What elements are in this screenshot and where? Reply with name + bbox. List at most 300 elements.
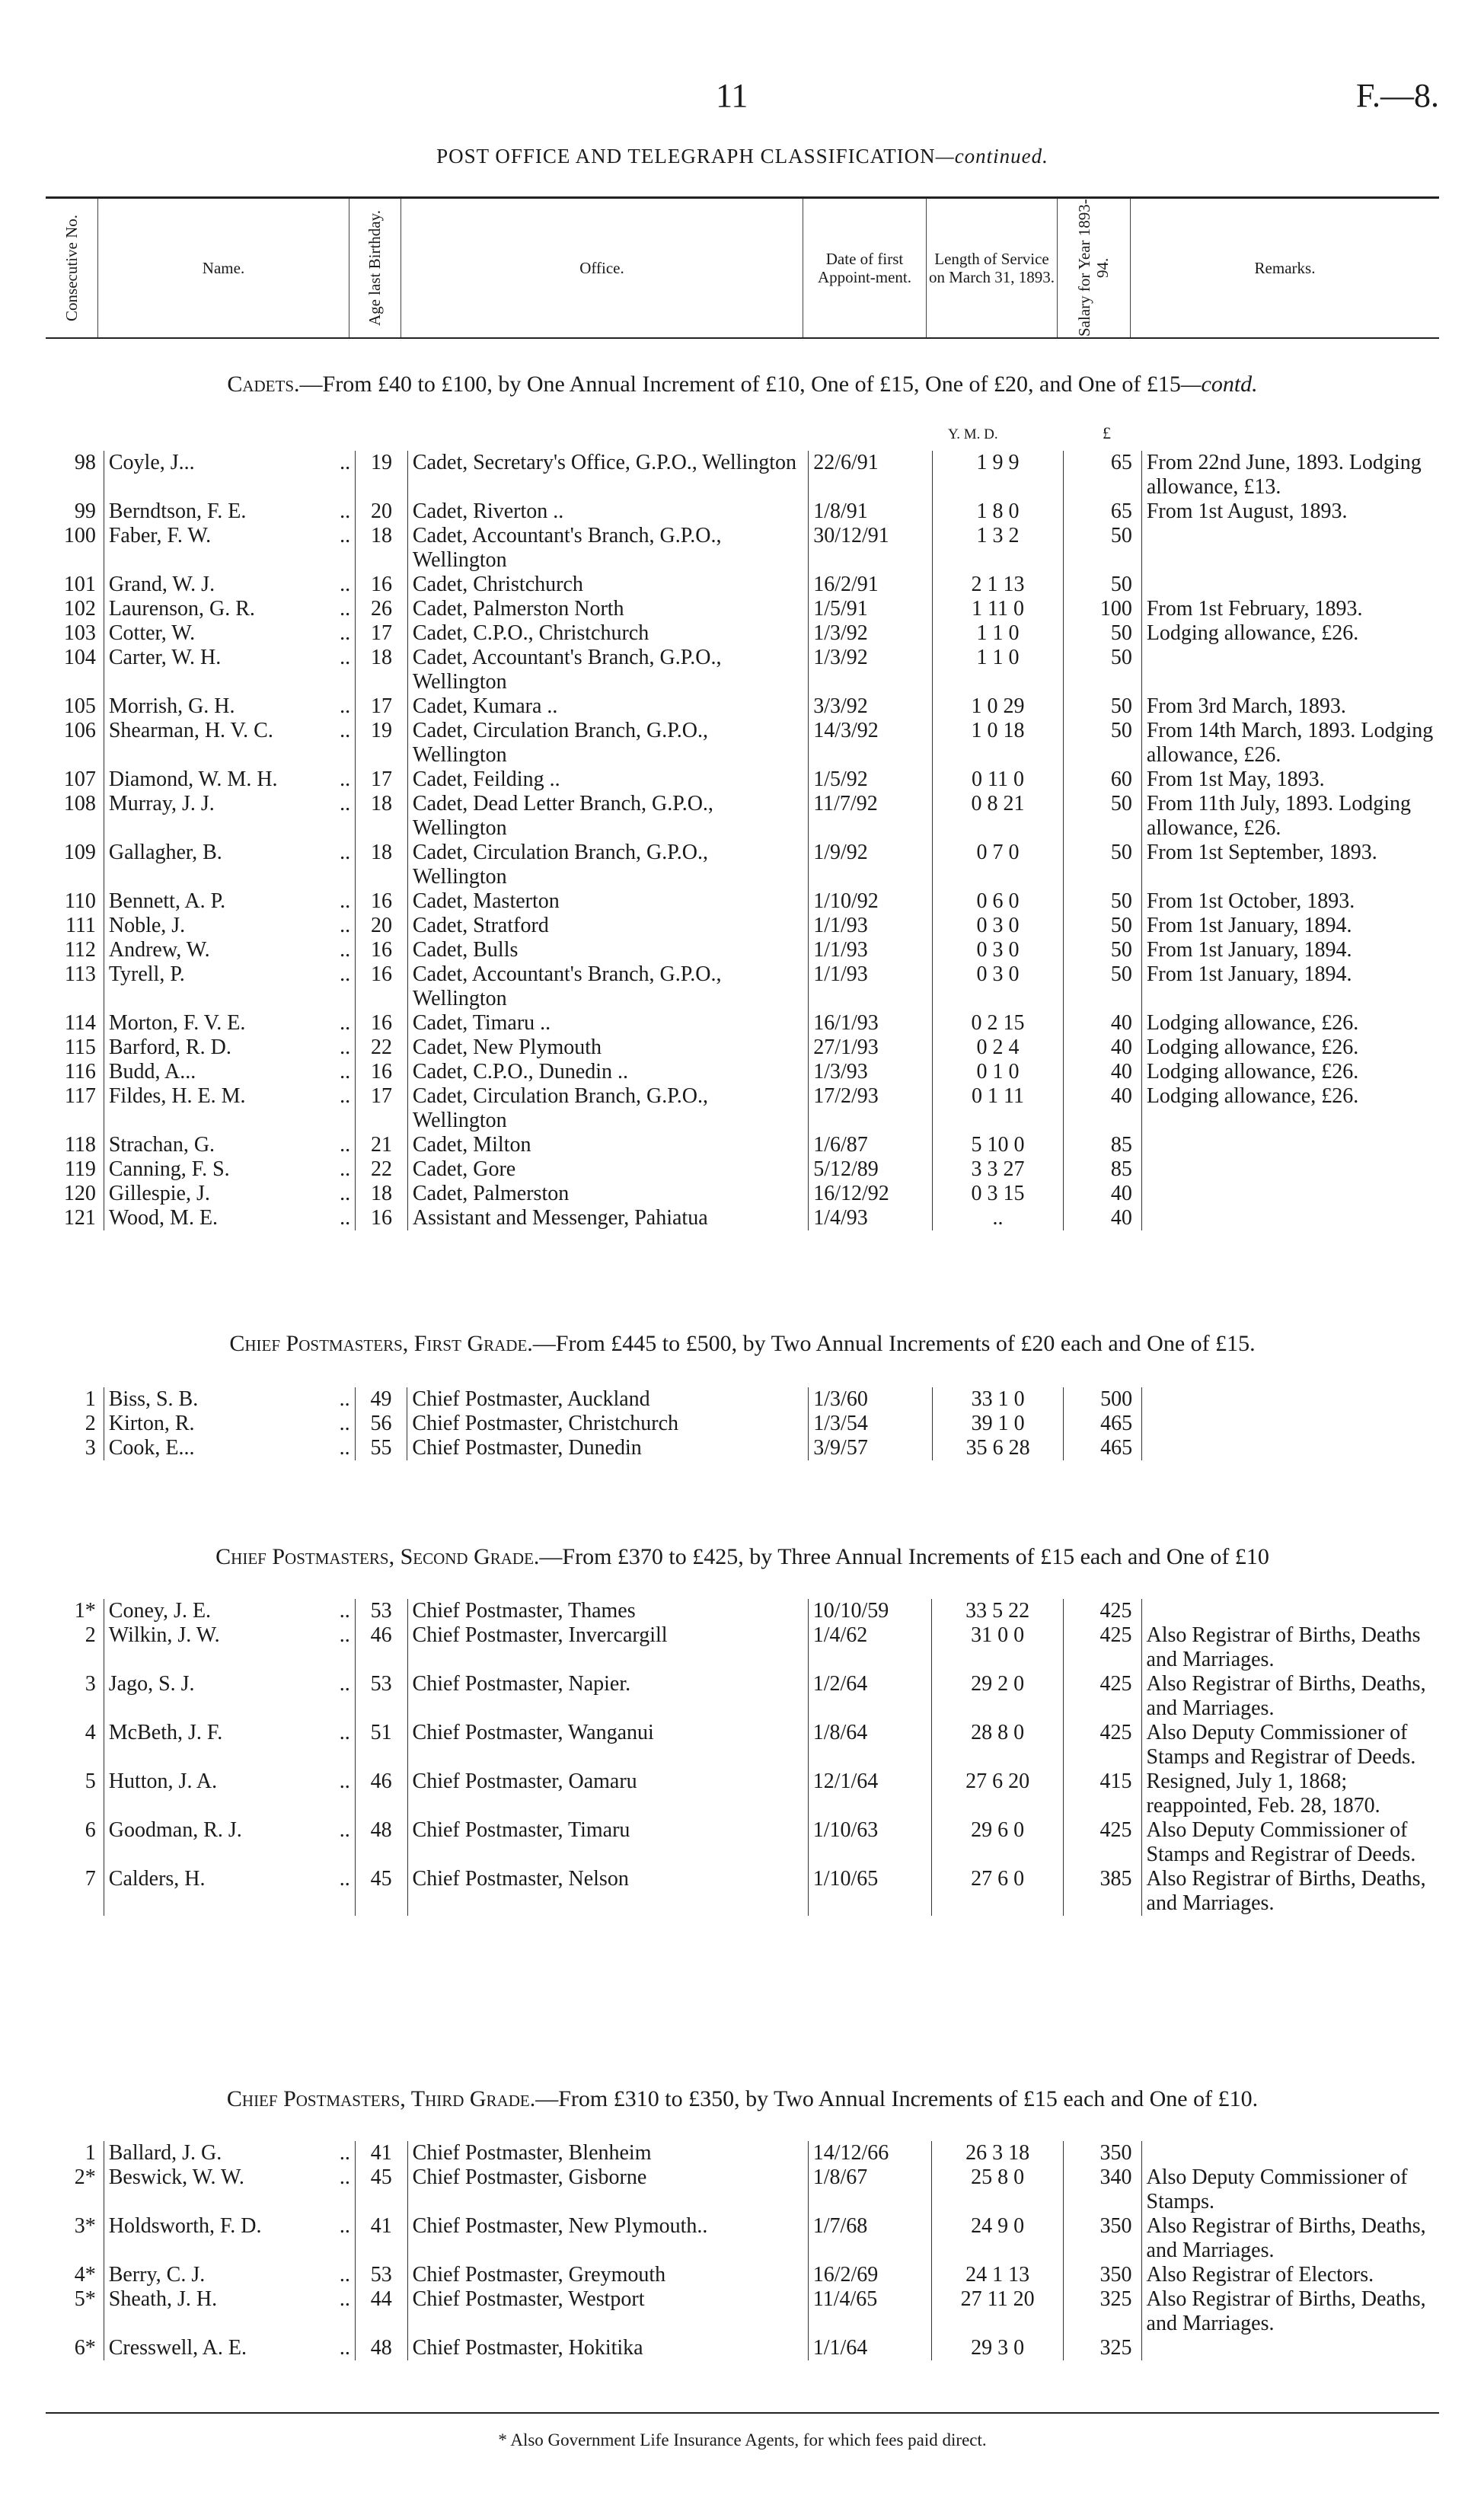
row-salary: 50: [1064, 938, 1142, 962]
row-length-of-service: 0 11 0: [932, 768, 1063, 792]
row-remarks: Also Registrar of Births, Deaths and Marriages.: [1141, 1623, 1439, 1672]
row-remarks: Also Registrar of Births, Deaths, and Marriages.: [1141, 2214, 1439, 2263]
section-title-second-grade: Chief Postmasters, Second Grade.—From £370 to £425, by Three Annual Increments of £15 each and One of £10: [215, 1544, 1269, 1569]
table-row: [46, 1623, 1439, 1672]
row-number: 109: [63, 841, 96, 864]
row-salary: 350: [1063, 2141, 1141, 2165]
row-remarks: From 3rd March, 1893.: [1141, 694, 1439, 719]
row-name: Coney, J. E. ..: [104, 1599, 355, 1623]
row-age: 19: [356, 719, 408, 768]
row-age: 20: [356, 914, 408, 938]
row-number: 104: [63, 646, 96, 669]
row-name: Coyle, J... ..: [104, 451, 355, 499]
row-salary: 50: [1064, 524, 1142, 573]
table-third-grade: [46, 2141, 1439, 2360]
row-name: Laurenson, G. R. ..: [104, 597, 355, 621]
row-salary: 50: [1064, 646, 1142, 694]
row-name: Cook, E... ..: [104, 1436, 355, 1460]
row-remarks: [1141, 1133, 1439, 1157]
table-row: [46, 938, 1439, 962]
row-date: 1/10/92: [809, 889, 933, 914]
row-date: 1/1/93: [809, 914, 933, 938]
row-number: 1*: [74, 1599, 96, 1623]
row-length-of-service: 33 1 0: [932, 1387, 1064, 1412]
row-age: 16: [356, 573, 408, 597]
row-office: Cadet, Stratford: [407, 914, 808, 938]
row-salary: 40: [1064, 1084, 1142, 1133]
row-age: 55: [355, 1436, 407, 1460]
row-number: 115: [64, 1036, 96, 1059]
row-salary: 340: [1063, 2165, 1141, 2214]
row-office: Cadet, C.P.O., Christchurch: [407, 621, 808, 646]
row-office: Cadet, Gore: [407, 1157, 808, 1182]
document-code: F.—8.: [1356, 77, 1439, 114]
row-office: Cadet, Accountant's Branch, G.P.O., Wellington: [407, 962, 808, 1011]
row-age: 48: [355, 2336, 407, 2360]
row-number: 3*: [74, 2214, 96, 2238]
row-name: Canning, F. S. ..: [104, 1157, 355, 1182]
row-length-of-service: 0 8 21: [932, 792, 1063, 841]
row-name: Calders, H. ..: [104, 1867, 355, 1916]
row-office: Cadet, Secretary's Office, G.P.O., Wellington: [407, 451, 808, 499]
row-office: Cadet, Timaru ..: [407, 1011, 808, 1036]
row-remarks: From 11th July, 1893. Lodging allowance, £26.: [1141, 792, 1439, 841]
row-office: Chief Postmaster, Blenheim: [407, 2141, 808, 2165]
row-name: Shearman, H. V. C. ..: [104, 719, 355, 768]
row-date: 11/7/92: [809, 792, 933, 841]
column-headers: [46, 196, 1439, 339]
row-office: Cadet, Riverton ..: [407, 499, 808, 524]
row-remarks: From 1st January, 1894.: [1141, 938, 1439, 962]
row-remarks: Also Deputy Commissioner of Stamps.: [1141, 2165, 1439, 2214]
row-remarks: From 1st August, 1893.: [1141, 499, 1439, 524]
table-row: [46, 792, 1439, 841]
header-remarks: Remarks.: [1130, 199, 1439, 337]
table-row: [46, 719, 1439, 768]
row-salary: 385: [1063, 1867, 1141, 1916]
header-name: Name.: [97, 199, 349, 337]
row-remarks: From 14th March, 1893. Lodging allowance, £26.: [1141, 719, 1439, 768]
row-number: 118: [64, 1133, 96, 1157]
row-length-of-service: 31 0 0: [932, 1623, 1063, 1672]
row-date: 27/1/93: [809, 1036, 933, 1060]
row-length-of-service: 0 3 15: [932, 1182, 1063, 1206]
table-row: [46, 646, 1439, 694]
row-name: Berndtson, F. E. ..: [104, 499, 355, 524]
table-row: [46, 1599, 1439, 1623]
row-date: 1/3/93: [809, 1060, 933, 1084]
row-remarks: From 1st January, 1894.: [1141, 914, 1439, 938]
row-date: 1/3/92: [809, 646, 933, 694]
row-name: Beswick, W. W. ..: [104, 2165, 355, 2214]
header-consecutive-no: Consecutive No.: [62, 215, 81, 321]
row-number: 111: [65, 914, 96, 937]
row-date: 22/6/91: [809, 451, 933, 499]
row-age: 56: [355, 1412, 407, 1436]
row-number: 99: [74, 499, 96, 523]
row-office: Cadet, Palmerston North: [407, 597, 808, 621]
row-salary: 85: [1064, 1157, 1142, 1182]
row-date: 1/7/68: [808, 2214, 932, 2263]
table-row: [46, 2214, 1439, 2263]
row-office: Cadet, Christchurch: [407, 573, 808, 597]
row-name: Strachan, G. ..: [104, 1133, 355, 1157]
row-number: 114: [64, 1011, 96, 1035]
row-length-of-service: 1 9 9: [932, 451, 1063, 499]
row-remarks: [1141, 646, 1439, 694]
row-age: 17: [356, 1084, 408, 1133]
row-age: 16: [356, 1206, 408, 1230]
row-number: 4*: [74, 2263, 96, 2287]
row-name: Gallagher, B. ..: [104, 841, 355, 889]
row-office: Chief Postmaster, Dunedin: [407, 1436, 809, 1460]
row-number: 120: [63, 1182, 96, 1205]
row-salary: 40: [1064, 1182, 1142, 1206]
row-salary: 50: [1064, 962, 1142, 1011]
row-number: 112: [64, 938, 96, 962]
row-number: 2*: [74, 2165, 96, 2189]
row-name: Carter, W. H. ..: [104, 646, 355, 694]
row-number: 105: [63, 694, 96, 718]
row-number: 3: [85, 1672, 96, 1696]
footnote: * Also Government Life Insurance Agents, for which fees paid direct.: [498, 2430, 987, 2449]
row-office: Cadet, Dead Letter Branch, G.P.O., Wellington: [407, 792, 808, 841]
row-length-of-service: 27 11 20: [932, 2287, 1064, 2336]
row-salary: 65: [1064, 499, 1142, 524]
row-name: Morton, F. V. E. ..: [104, 1011, 355, 1036]
table-row: [46, 2165, 1439, 2214]
row-name: Wilkin, J. W. ..: [104, 1623, 355, 1672]
row-number: 117: [64, 1084, 96, 1108]
title-suffix: —continued.: [935, 145, 1048, 168]
row-length-of-service: 1 1 0: [932, 646, 1063, 694]
row-office: Cadet, Circulation Branch, G.P.O., Wellington: [407, 719, 808, 768]
row-salary: 325: [1063, 2336, 1141, 2360]
row-remarks: From 1st January, 1894.: [1141, 962, 1439, 1011]
table-row: [46, 1206, 1439, 1230]
row-number: 7: [85, 1867, 96, 1891]
header-age: Age last Birthday.: [349, 199, 401, 337]
title-main: POST OFFICE AND TELEGRAPH CLASSIFICATION: [436, 145, 936, 168]
row-length-of-service: 39 1 0: [932, 1412, 1064, 1436]
row-remarks: Also Registrar of Births, Deaths, and Marriages.: [1141, 1672, 1439, 1721]
row-length-of-service: 1 8 0: [932, 499, 1063, 524]
table-row: [46, 1721, 1439, 1770]
row-age: 51: [355, 1721, 407, 1770]
row-salary: 50: [1064, 573, 1142, 597]
row-length-of-service: 0 3 0: [932, 938, 1063, 962]
row-name: Noble, J. ..: [104, 914, 355, 938]
row-office: Chief Postmaster, Oamaru: [407, 1770, 808, 1818]
row-length-of-service: 28 8 0: [932, 1721, 1063, 1770]
row-date: 1/5/92: [809, 768, 933, 792]
header-length: Length of Service on March 31, 1893.: [926, 199, 1057, 337]
ymd-label: Y. M. D.: [948, 426, 998, 442]
row-office: Assistant and Messenger, Pahiatua: [407, 1206, 808, 1230]
row-number: 103: [63, 621, 96, 645]
row-name: Andrew, W. ..: [104, 938, 355, 962]
row-office: Cadet, Milton: [407, 1133, 808, 1157]
row-age: 26: [356, 597, 408, 621]
row-salary: 40: [1064, 1036, 1142, 1060]
row-age: 22: [356, 1036, 408, 1060]
row-number: 3: [85, 1436, 96, 1460]
row-date: 30/12/91: [809, 524, 933, 573]
row-length-of-service: ..: [932, 1206, 1063, 1230]
row-remarks: Lodging allowance, £26.: [1141, 1084, 1439, 1133]
row-remarks: Also Deputy Commissioner of Stamps and Registrar of Deeds.: [1141, 1721, 1439, 1770]
row-number: 4: [85, 1721, 96, 1744]
row-age: 41: [355, 2141, 407, 2165]
row-salary: 60: [1064, 768, 1142, 792]
row-length-of-service: 29 6 0: [932, 1818, 1063, 1867]
row-name: Diamond, W. M. H. ..: [104, 768, 355, 792]
row-office: Chief Postmaster, Timaru: [407, 1818, 808, 1867]
row-length-of-service: 26 3 18: [932, 2141, 1064, 2165]
table-row: [46, 1133, 1439, 1157]
row-remarks: [1141, 1599, 1439, 1623]
section-title-first-grade: Chief Postmasters, First Grade.—From £445 to £500, by Two Annual Increments of £20 each and One of £15.: [229, 1331, 1256, 1356]
row-salary: 40: [1064, 1011, 1142, 1036]
row-age: 22: [356, 1157, 408, 1182]
row-age: 19: [356, 451, 408, 499]
row-office: Chief Postmaster, Christchurch: [407, 1412, 809, 1436]
row-office: Chief Postmaster, Gisborne: [407, 2165, 808, 2214]
row-name: Cotter, W. ..: [104, 621, 355, 646]
row-remarks: [1142, 1387, 1439, 1412]
row-remarks: From 1st October, 1893.: [1141, 889, 1439, 914]
table-row: [46, 1818, 1439, 1867]
row-office: Cadet, Accountant's Branch, G.P.O., Wellington: [407, 646, 808, 694]
table-row: [46, 768, 1439, 792]
row-age: 16: [356, 889, 408, 914]
table-row: [46, 1011, 1439, 1036]
page-header: [46, 76, 1439, 122]
row-number: 116: [64, 1060, 96, 1083]
row-age: 17: [356, 621, 408, 646]
row-date: 1/1/93: [809, 962, 933, 1011]
row-name: Fildes, H. E. M. ..: [104, 1084, 355, 1133]
row-office: Cadet, Circulation Branch, G.P.O., Wellington: [407, 841, 808, 889]
row-date: 1/8/64: [808, 1721, 932, 1770]
row-age: 16: [356, 938, 408, 962]
row-age: 18: [356, 841, 408, 889]
row-salary: 50: [1064, 621, 1142, 646]
row-age: 53: [355, 1599, 407, 1623]
row-length-of-service: 35 6 28: [932, 1436, 1064, 1460]
row-remarks: Lodging allowance, £26.: [1141, 1011, 1439, 1036]
row-age: 16: [356, 962, 408, 1011]
page-number: 11: [716, 77, 748, 114]
table-row: [46, 1157, 1439, 1182]
row-number: 6: [85, 1818, 96, 1842]
table-row: [46, 1412, 1439, 1436]
row-length-of-service: 1 11 0: [932, 597, 1063, 621]
row-salary: 50: [1064, 841, 1142, 889]
row-date: 1/1/64: [808, 2336, 932, 2360]
row-salary: 50: [1064, 719, 1142, 768]
row-number: 98: [74, 451, 96, 474]
document-page: [46, 0, 1439, 2518]
row-date: 16/2/91: [809, 573, 933, 597]
row-age: 45: [355, 2165, 407, 2214]
row-remarks: Also Registrar of Births, Deaths, and Marriages.: [1141, 2287, 1439, 2336]
row-remarks: From 1st May, 1893.: [1141, 768, 1439, 792]
table-first-grade: [46, 1387, 1439, 1460]
row-number: 101: [63, 573, 96, 596]
row-age: 41: [355, 2214, 407, 2263]
row-remarks: Lodging allowance, £26.: [1141, 1036, 1439, 1060]
row-age: 21: [356, 1133, 408, 1157]
table-row: [46, 1084, 1439, 1133]
row-salary: 425: [1063, 1818, 1141, 1867]
table-row: [46, 1436, 1439, 1460]
row-date: 10/10/59: [808, 1599, 932, 1623]
row-number: 2: [85, 1623, 96, 1647]
table-row: [46, 1770, 1439, 1818]
row-date: 1/5/91: [809, 597, 933, 621]
row-remarks: [1141, 1206, 1439, 1230]
table-row: [46, 2336, 1439, 2360]
row-date: 16/12/92: [809, 1182, 933, 1206]
row-remarks: [1142, 1412, 1439, 1436]
row-date: 1/4/62: [808, 1623, 932, 1672]
table-row: [46, 499, 1439, 524]
row-office: Cadet, Palmerston: [407, 1182, 808, 1206]
row-age: 45: [355, 1867, 407, 1916]
row-office: Cadet, Feilding ..: [407, 768, 808, 792]
table-row: [46, 597, 1439, 621]
row-length-of-service: 27 6 0: [932, 1867, 1063, 1916]
row-number: 5: [85, 1770, 96, 1793]
row-number: 106: [63, 719, 96, 742]
row-date: 3/9/57: [809, 1436, 933, 1460]
row-remarks: Resigned, July 1, 1868; reappointed, Feb. 28, 1870.: [1141, 1770, 1439, 1818]
table-row: [46, 524, 1439, 573]
row-remarks: [1142, 1436, 1439, 1460]
row-name: Ballard, J. G. ..: [104, 2141, 355, 2165]
row-date: 14/3/92: [809, 719, 933, 768]
row-length-of-service: 24 9 0: [932, 2214, 1064, 2263]
row-salary: 350: [1063, 2263, 1141, 2287]
row-length-of-service: 0 3 0: [932, 914, 1063, 938]
row-date: 1/9/92: [809, 841, 933, 889]
row-age: 16: [356, 1011, 408, 1036]
row-name: McBeth, J. F. ..: [104, 1721, 355, 1770]
row-age: 46: [355, 1623, 407, 1672]
footer-rule: [46, 2412, 1439, 2414]
row-salary: 40: [1064, 1060, 1142, 1084]
row-age: 44: [355, 2287, 407, 2336]
row-remarks: [1141, 524, 1439, 573]
row-number: 5*: [74, 2287, 96, 2311]
row-salary: 465: [1064, 1436, 1142, 1460]
row-length-of-service: 0 3 0: [932, 962, 1063, 1011]
row-office: Chief Postmaster, Wanganui: [407, 1721, 808, 1770]
table-row: [46, 1060, 1439, 1084]
row-age: 46: [355, 1770, 407, 1818]
row-salary: 85: [1064, 1133, 1142, 1157]
row-number: 1: [85, 2141, 96, 2165]
row-salary: 425: [1063, 1721, 1141, 1770]
table-row: [46, 694, 1439, 719]
row-office: Chief Postmaster, Napier.: [407, 1672, 808, 1721]
row-name: Kirton, R. ..: [104, 1412, 355, 1436]
row-number: 100: [63, 524, 96, 547]
row-length-of-service: 0 1 0: [932, 1060, 1063, 1084]
row-remarks: [1141, 2336, 1439, 2360]
row-office: Cadet, New Plymouth: [407, 1036, 808, 1060]
row-date: 1/8/91: [809, 499, 933, 524]
row-number: 110: [64, 889, 96, 913]
row-age: 18: [356, 792, 408, 841]
row-office: Chief Postmaster, Auckland: [407, 1387, 809, 1412]
row-salary: 50: [1064, 694, 1142, 719]
row-date: 1/6/87: [809, 1133, 933, 1157]
row-age: 53: [355, 2263, 407, 2287]
row-office: Cadet, Bulls: [407, 938, 808, 962]
row-age: 53: [355, 1672, 407, 1721]
row-length-of-service: 2 1 13: [932, 573, 1063, 597]
table-row: [46, 1387, 1439, 1412]
row-remarks: [1141, 1182, 1439, 1206]
row-name: Berry, C. J. ..: [104, 2263, 355, 2287]
row-office: Chief Postmaster, Thames: [407, 1599, 808, 1623]
row-length-of-service: 29 3 0: [932, 2336, 1064, 2360]
row-name: Biss, S. B. ..: [104, 1387, 355, 1412]
row-date: 3/3/92: [809, 694, 933, 719]
row-name: Gillespie, J. ..: [104, 1182, 355, 1206]
row-number: 107: [63, 768, 96, 791]
row-remarks: Lodging allowance, £26.: [1141, 1060, 1439, 1084]
row-number: 108: [63, 792, 96, 815]
row-office: Cadet, Accountant's Branch, G.P.O., Wellington: [407, 524, 808, 573]
row-name: Wood, M. E. ..: [104, 1206, 355, 1230]
row-length-of-service: 0 6 0: [932, 889, 1063, 914]
row-date: 1/10/63: [808, 1818, 932, 1867]
row-date: 5/12/89: [809, 1157, 933, 1182]
row-age: 17: [356, 768, 408, 792]
row-name: Bennett, A. P. ..: [104, 889, 355, 914]
row-age: 48: [355, 1818, 407, 1867]
row-date: 14/12/66: [808, 2141, 932, 2165]
row-name: Morrish, G. H. ..: [104, 694, 355, 719]
table-row: [46, 1182, 1439, 1206]
row-number: 113: [64, 962, 96, 986]
row-length-of-service: 25 8 0: [932, 2165, 1064, 2214]
row-length-of-service: 0 7 0: [932, 841, 1063, 889]
row-salary: 325: [1063, 2287, 1141, 2336]
row-name: Tyrell, P. ..: [104, 962, 355, 1011]
row-name: Jago, S. J. ..: [104, 1672, 355, 1721]
row-salary: 350: [1063, 2214, 1141, 2263]
row-age: 16: [356, 1060, 408, 1084]
header-office: Office.: [401, 199, 803, 337]
row-salary: 425: [1063, 1623, 1141, 1672]
row-name: Hutton, J. A. ..: [104, 1770, 355, 1818]
row-salary: 500: [1064, 1387, 1142, 1412]
row-age: 18: [356, 524, 408, 573]
row-length-of-service: 1 0 29: [932, 694, 1063, 719]
row-date: 1/4/93: [809, 1206, 933, 1230]
row-office: Cadet, C.P.O., Dunedin ..: [407, 1060, 808, 1084]
row-salary: 425: [1063, 1599, 1141, 1623]
table-row: [46, 451, 1439, 499]
row-name: Faber, F. W. ..: [104, 524, 355, 573]
row-date: 1/2/64: [808, 1672, 932, 1721]
table-cadets: [46, 451, 1439, 1230]
row-salary: 465: [1064, 1412, 1142, 1436]
